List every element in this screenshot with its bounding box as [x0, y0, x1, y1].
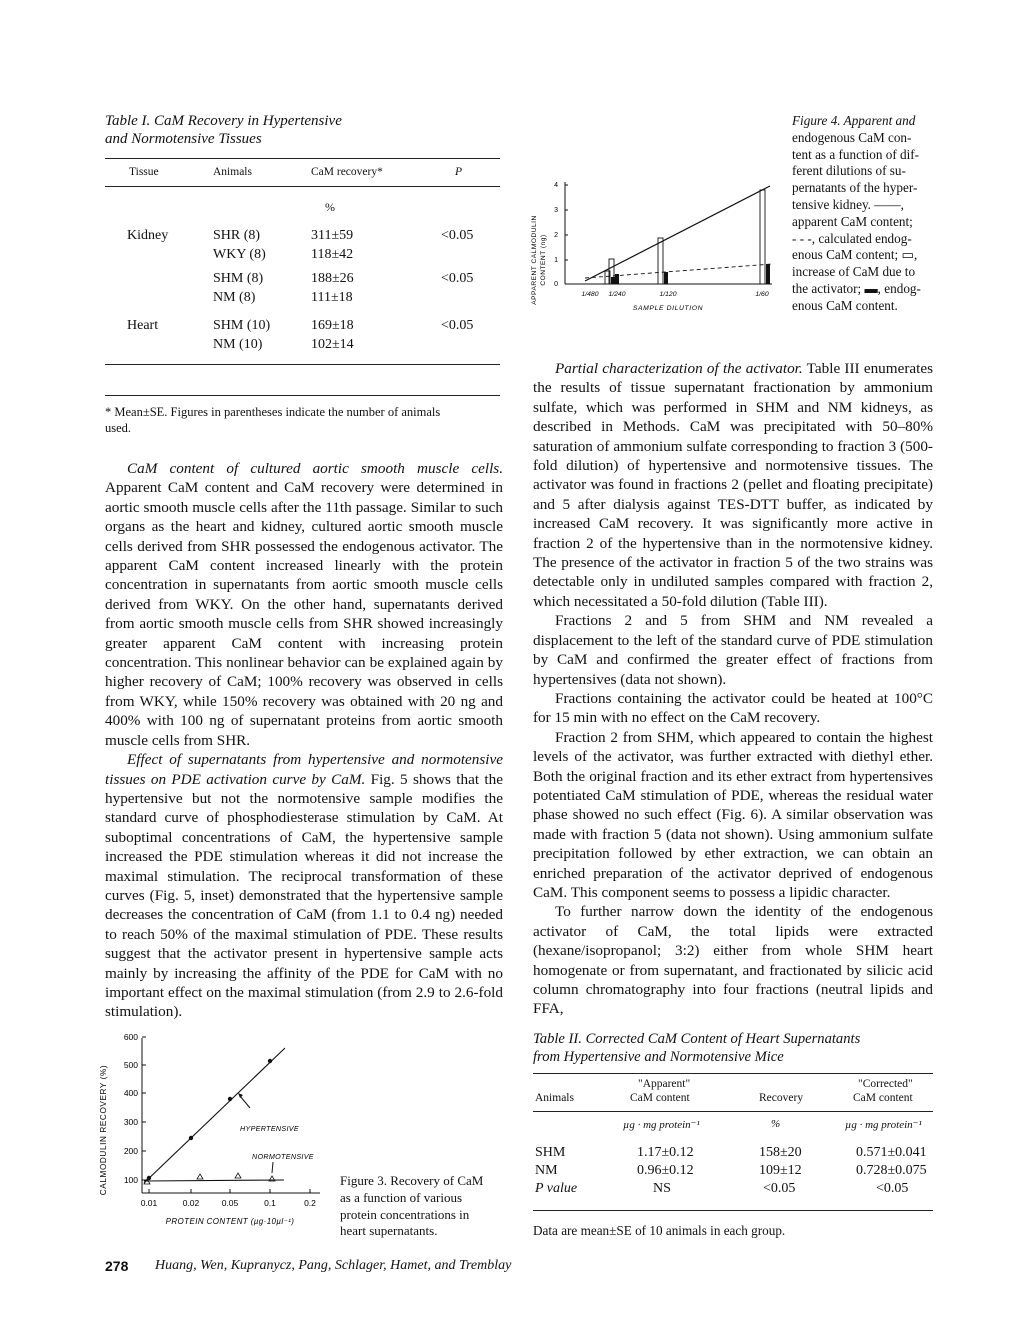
figure4-caption-line: pernatants of the hyper- — [792, 180, 918, 196]
table2-cell-corrected: 0.728±0.075 — [856, 1163, 927, 1178]
figure4-caption-line: increase of CaM due to — [792, 264, 916, 280]
table1-body — [105, 226, 500, 356]
right-paragraph-3: Fractions containing the activator could be heated at 100°C for 15 min with no effect on the CaM recovery. — [533, 689, 933, 727]
figure4-ytick: 1 — [554, 257, 558, 264]
figure3-xlabel: PROTEIN CONTENT (µg·10µl⁻¹) — [165, 1217, 295, 1226]
table1-footnote-line1: * Mean±SE. Figures in parentheses indicate the number of animals — [105, 405, 441, 419]
figure4-xtick: 1/240 — [608, 291, 626, 298]
table1-title-line2: and Normotensive Tissues — [105, 131, 262, 147]
figure3-chart — [92, 1028, 337, 1240]
table2-unit: µg · mg protein⁻¹ — [623, 1119, 700, 1131]
figure3-ytick: 500 — [123, 1060, 138, 1070]
table1-cell-p: <0.05 — [441, 271, 474, 286]
table1-cell-animal: SHR (8) — [213, 228, 261, 243]
figure3-caption-line: Figure 3. Recovery of CaM — [340, 1173, 484, 1188]
figure4-caption-line: enous CaM content. — [792, 297, 898, 313]
table1-cell-recovery: 169±18 — [311, 318, 354, 333]
table2-header-apparent-2: CaM content — [630, 1092, 690, 1104]
figure4-bar-endogenous — [615, 274, 619, 284]
figure3-ytick: 600 — [123, 1032, 138, 1042]
table2-header-animals: Animals — [535, 1092, 574, 1104]
figure3-xtick: 0.1 — [264, 1198, 276, 1208]
left-paragraph-2-body: Fig. 5 shows that the hypertensive but not the normotensive sample modifies the standard curve of phosphodiesterase stimulation by CaM. At suboptimal concentrations of CaM, the hypertensive sample increased the PDE stimulation whereas it did not increase the maximal stimulation. The reciprocal transformation of these curves (Fig. 5, inset) demonstrated that the hypertensive sample decreases the concentration of CaM (from 1.1 to 0.4 ng) needed to reach 50% of the maximal stimulation of PDE. These results suggest that the activator present in hypertensive sample acts mainly by increasing the affinity of the PDE for CaM with no important effect on the maximal stimulation (from 2.9 to 2.6-fold stimulation). — [105, 770, 503, 1021]
figure3-hypertensive-line — [144, 1048, 285, 1183]
figure3-ytick: 400 — [123, 1088, 138, 1098]
table1-cell-recovery: 188±26 — [311, 271, 354, 286]
figure3-caption-line: as a function of various — [340, 1189, 463, 1205]
table1-unit: % — [325, 200, 335, 214]
table2-cell-animals: SHM — [535, 1145, 566, 1160]
figure4-bar-increase — [658, 238, 663, 284]
figure3-caption-line: heart supernatants. — [340, 1223, 438, 1239]
left-paragraph-2 — [105, 750, 503, 1022]
right-paragraph-1-lead: Partial characterization of the activator. — [555, 360, 803, 377]
figure4-ytick: 0 — [554, 281, 558, 288]
table2-cell-apparent: 0.96±0.12 — [637, 1163, 694, 1178]
figure4-caption-line: ferent dilutions of su- — [792, 163, 906, 179]
table1-cell-tissue: Heart — [127, 318, 159, 333]
figure3-ytick: 200 — [123, 1146, 138, 1156]
figure3-caption-line: protein concentrations in — [340, 1206, 470, 1222]
figure3-ytick: 300 — [123, 1117, 138, 1127]
figure4-xtick: 1/480 — [581, 291, 599, 298]
left-paragraph-1-body: Apparent CaM content and CaM recovery were determined in aortic smooth muscle cells after the 11th passage. Similar to such organs as the heart and kidney, cultured aortic smooth muscle cells derived from SHR possessed the endogenous activator. The apparent CaM content increased linearly with the protein concentration in supernatants from aortic smooth muscle cells derived from WKY. On the other hand, supernatants derived from aortic smooth muscle cells from SHR showed increasingly greater apparent CaM content with increasing protein concentration. This nonlinear behavior can be explained again by higher recovery of CaM; 100% recovery was observed in cells from WKY, while 150% recovery was obtained with 20 ng and 400% with 100 ng of supernatant proteins from aortic smooth muscle cells from SHR. — [105, 479, 503, 749]
table1-cell-tissue: Kidney — [127, 228, 169, 243]
table2-title — [533, 1030, 933, 1066]
table1-header-animals: Animals — [213, 166, 252, 178]
table2-header-corrected-1: "Corrected" — [858, 1078, 913, 1090]
figure4-ytick: 4 — [554, 182, 558, 189]
figure3-normo-arrow — [272, 1162, 273, 1173]
figure4-caption-line: enous CaM content; ▭, — [792, 247, 918, 263]
figure3-xtick: 0.2 — [304, 1198, 316, 1208]
left-paragraph-1-lead: CaM content of cultured aortic smooth muscle cells. — [127, 460, 503, 477]
figure3-ytick: 100 — [123, 1175, 138, 1185]
figure3-ylabel: CALMODULIN RECOVERY (%) — [99, 1064, 108, 1196]
figure4-caption-line: the activator; ▬, endog- — [792, 280, 921, 296]
left-paragraph-1 — [105, 459, 503, 750]
table1-cell-recovery: 118±42 — [311, 247, 354, 262]
table2-bottom-rule — [533, 1210, 933, 1211]
figure4-caption-line: - - -, calculated endog- — [792, 230, 912, 246]
table2-cell-animals: P value — [535, 1181, 578, 1196]
table2-cell-apparent: NS — [653, 1181, 671, 1196]
page-number: 278 — [105, 1258, 129, 1274]
figure4-caption-line: tensive kidney. ——, — [792, 196, 904, 212]
table2-title-line2: from Hypertensive and Normotensive Mice — [533, 1049, 784, 1065]
table1-cell-animal: SHM (10) — [213, 318, 271, 333]
figure3-label-hypertensive: HYPERTENSIVE — [240, 1124, 299, 1133]
table2-footnote: Data are mean±SE of 10 animals in each group. — [533, 1223, 786, 1238]
table1-footnote-rule — [105, 395, 500, 396]
right-paragraph-1-body: Table III enumerates the results of tissue supernatant fractionation by ammonium sulfate, which was performed in SHM and NM kidneys, as described in Methods. CaM was precipitated with 50–80% saturation of ammonium sulfate corresponding to fraction 3 (500-fold dilution) of hypertensive and normotensive tissues. The activator was found in fractions 2 (pellet and floating precipitate) and 5 after dialysis against TES-DTT buffer, as indicated by increased CaM recovery. It was significantly more active in fraction 2 of the hypertensive than in the normotensive kidney. The presence of the activator in fraction 5 of the two strains was detectable only in undiluted samples compared with fraction 2, which necessitated a 50-fold dilution (Table III). — [533, 360, 934, 610]
table2-cell-corrected: 0.571±0.041 — [856, 1145, 927, 1160]
figure4-caption-line: Figure 4. Apparent and — [792, 113, 916, 128]
table1-header-rule — [105, 186, 500, 187]
table1-cell-animal: WKY (8) — [213, 247, 266, 262]
table1-title — [105, 112, 342, 148]
table2-cell-corrected: <0.05 — [876, 1181, 909, 1196]
figure3-hyper-arrow — [240, 1096, 250, 1108]
table1-cell-recovery: 311±59 — [311, 228, 354, 243]
figure4-chart — [520, 168, 788, 320]
left-paragraph-2-lead: Effect of supernatants from hypertensive and normotensive tissues on PDE activation curve by CaM. — [105, 751, 503, 788]
table2-cell-animals: NM — [535, 1163, 558, 1178]
table1-cell-recovery: 111±18 — [311, 290, 353, 305]
figure4-caption — [792, 113, 972, 315]
page-authors: Huang, Wen, Kupranycz, Pang, Schlager, Hamet, and Tremblay — [155, 1258, 512, 1273]
figure4-bar-endogenous — [664, 272, 668, 284]
right-paragraph-4: Fraction 2 from SHM, which appeared to contain the highest levels of the activator, was further extracted with diethyl ether. Both the original fraction and its ether extract from hypertensives potentiated CaM stimulation of PDE, whereas the residual water phase showed no such effect (Fig. 6). A similar observation was made with fraction 5 (data not shown). Using ammonium sulfate precipitation followed by ether extraction, we can obtain an enriched preparation of the activator deprived of endogenous CaM. This component seems to possess a lipidic character. — [533, 728, 933, 901]
figure4-ylabel-line1: APPARENT CALMODULIN — [531, 215, 538, 305]
figure3-hyper-arrowhead — [238, 1093, 243, 1098]
table1-header-recovery: CaM recovery* — [311, 166, 383, 178]
table2-unit: µg · mg protein⁻¹ — [845, 1119, 922, 1131]
right-column-text — [533, 359, 933, 1019]
table1-header-tissue: Tissue — [129, 166, 159, 178]
figure4-caption-line: apparent CaM content; — [792, 213, 913, 229]
figure4-xtick: 1/60 — [755, 291, 769, 298]
left-column-text — [105, 459, 503, 1022]
table1-cell-p: <0.05 — [441, 228, 474, 243]
right-paragraph-1 — [533, 359, 933, 611]
figure4-apparent-line — [585, 186, 770, 281]
figure4-bar-endogenous — [766, 264, 770, 284]
figure3-label-normotensive: NORMOTENSIVE — [252, 1152, 314, 1161]
table2-title-line1: Table II. Corrected CaM Content of Heart Supernatants — [533, 1031, 861, 1047]
figure4-ylabel-line2: CONTENT (ng) — [540, 234, 547, 286]
table1-footnote-line2: used. — [105, 421, 132, 435]
figure3-normotensive-line — [144, 1180, 284, 1181]
table2-header-recovery: Recovery — [759, 1092, 804, 1104]
table2-top-rule — [533, 1073, 933, 1074]
table1-cell-animal: NM (8) — [213, 290, 256, 305]
table2-cell-recovery: 158±20 — [759, 1145, 802, 1160]
table1-cell-p: <0.05 — [441, 318, 474, 333]
figure4-caption-line: endogenous CaM con- — [792, 129, 912, 145]
table1-cell-animal: SHM (8) — [213, 271, 264, 286]
figure3-xtick: 0.05 — [221, 1198, 239, 1208]
figure3-xtick: 0.01 — [140, 1198, 158, 1208]
table2-units — [533, 1118, 933, 1134]
right-paragraph-2: Fractions 2 and 5 from SHM and NM revealed a displacement to the left of the standard curve of PDE stimulation by CaM and confirmed the greater effect of fractions from hypertensives (data not shown). — [533, 612, 933, 688]
table1-title-line1: Table I. CaM Recovery in Hypertensive — [105, 113, 342, 129]
figure4-xlabel: SAMPLE DILUTION — [632, 305, 704, 312]
figure3-hypertensive-point — [189, 1136, 193, 1140]
figure4-ytick: 2 — [554, 232, 558, 239]
table1-cell-recovery: 102±14 — [311, 337, 354, 352]
right-paragraph-5: To further narrow down the identity of the endogenous activator of CaM, the total lipids were extracted (hexane/isopropanol; 3:2) either from whole SHM heart homogenate or from supernatant, and fractionated by silicic acid column chromatography into four fractions (neutral lipids and FFA, — [533, 903, 933, 1018]
figure3-normotensive-point — [197, 1174, 203, 1179]
table2-header-apparent-1: "Apparent" — [638, 1078, 691, 1090]
figure3-caption — [340, 1173, 530, 1240]
table1-footnote — [105, 404, 505, 436]
table2-cell-apparent: 1.17±0.12 — [637, 1145, 694, 1160]
table2-unit: % — [771, 1118, 781, 1130]
figure3-hypertensive-point — [228, 1097, 232, 1101]
table2-header-rule — [533, 1111, 933, 1112]
figure3-xtick: 0.02 — [182, 1198, 200, 1208]
table1-top-rule — [105, 158, 500, 159]
table1-header-p: P — [455, 166, 463, 178]
table1-cell-animal: NM (10) — [213, 337, 263, 352]
table2-header-corrected-2: CaM content — [853, 1092, 913, 1104]
figure4-ytick: 3 — [554, 207, 558, 214]
figure3-hypertensive-point — [268, 1059, 272, 1063]
figure4-bar-increase — [760, 190, 765, 284]
figure4-caption-line: tent as a function of dif- — [792, 146, 920, 162]
figure3-normotensive-point — [235, 1173, 241, 1178]
table1-bottom-rule — [105, 364, 500, 365]
table2-cell-recovery: <0.05 — [763, 1181, 796, 1196]
table2-cell-recovery: 109±12 — [759, 1163, 802, 1178]
table2-body — [533, 1144, 933, 1204]
figure4-xtick: 1/120 — [659, 291, 677, 298]
